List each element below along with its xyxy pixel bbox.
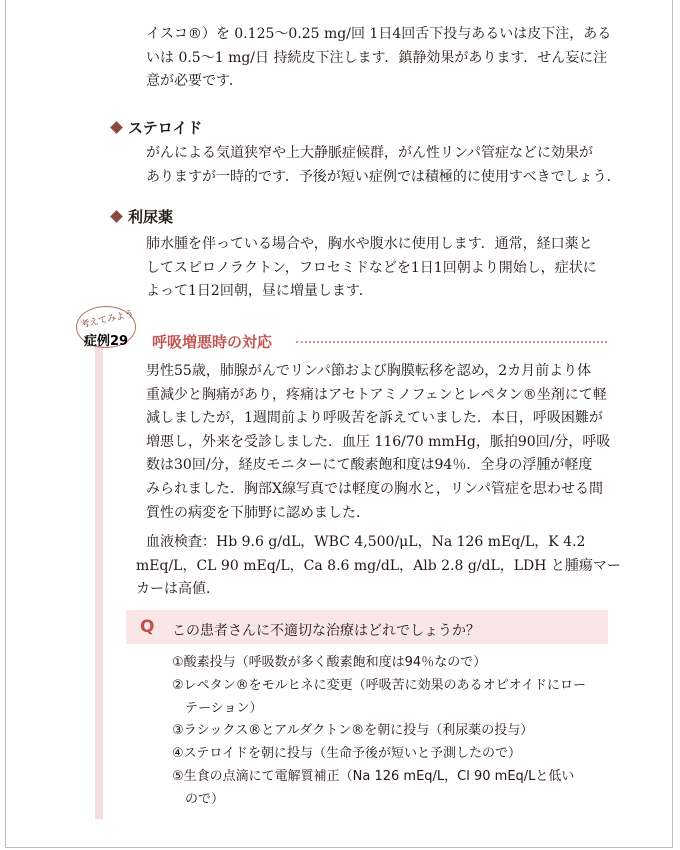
diamond-bullet-icon <box>110 121 123 134</box>
case-tag-top: 考えてみよう <box>79 309 135 331</box>
text-line: してスピロノラクトン，フロセミドなどを1日1回朝より開始し，症状に <box>146 259 597 276</box>
text-line: 男性55歳，肺腺がんでリンパ節および胸膜転移を認め，2カ月前より体 <box>146 363 592 379</box>
option-line: ③ラシックス®とアルダクトン®を朝に投与（利尿薬の投与） <box>172 723 534 739</box>
text-line: 意が必要です． <box>146 73 243 89</box>
option-line: ②レペタン®をモルヒネに変更（呼吸苦に効果のあるオピオイドにロー <box>172 677 587 693</box>
heading-text: 利尿薬 <box>128 208 174 226</box>
option-line: テーション） <box>172 700 263 716</box>
text-line: みられました．胸部X線写真では軽度の胸水と，リンパ管症を思わせる間 <box>146 480 603 497</box>
text-line: ありますが一時的です．予後が短い症例では積極的に使用すべきでしょう． <box>146 168 621 185</box>
section-heading-diuretic <box>112 206 173 227</box>
text-line: 減しましたが，1週間前より呼吸苦を訴えていました．本日，呼吸困難が <box>146 410 603 427</box>
steroid-paragraph <box>146 142 621 189</box>
case-title: 呼吸増悪時の対応 <box>152 333 273 351</box>
heading-text: ステロイド <box>128 119 203 137</box>
text-line: カーは高値． <box>136 581 220 598</box>
answer-options <box>172 652 612 812</box>
lab-results <box>136 531 621 602</box>
case-number: 症例29 <box>84 334 129 349</box>
text-line: mEq/L，CL 90 mEq/L，Ca 8.6 mg/dL，Alb 2.8 g/dL，LDH と腫瘍マー <box>136 557 621 574</box>
text-line: 肺水腫を伴っている場合や，胸水や腹水に使用します．通常，経口薬と <box>146 236 593 252</box>
text-line: イスコ®）を 0.125～0.25 mg/回 1日4回舌下投与あるいは皮下注，ある <box>146 26 612 42</box>
question-text: この患者さんに不適切な治療はどれでしょうか？ <box>172 623 480 639</box>
case-side-bar <box>95 344 103 819</box>
option-line: ④ステロイドを朝に投与（生命予後が短いと予測したので） <box>172 746 522 762</box>
text-line: 質性の病変を下肺野に認めました． <box>146 504 370 521</box>
text-line: 重減少と胸痛があり，疼痛はアセトアミノフェンとレペタン®坐剤にて軽 <box>146 386 607 403</box>
option-line: ⑤生食の点滴にて電解質補正（Na 126 mEq/L，Cl 90 mEq/Lと低い <box>172 768 575 784</box>
diuretic-paragraph <box>146 233 597 304</box>
option-line: ので） <box>172 791 225 807</box>
case-tag <box>70 306 150 352</box>
text-line: 血液検査：Hb 9.6 g/dL，WBC 4,500/μL，Na 126 mEq/L，K 4.2 <box>146 534 586 550</box>
case-paragraph <box>146 360 610 525</box>
text-line: がんによる気道狭窄や上大静脈症候群，がん性リンパ管症などに効果が <box>146 145 594 161</box>
section-heading-steroid <box>112 117 202 138</box>
question-mark-label: Q <box>140 617 155 637</box>
text-line: 増悪し，外来を受診しました．血圧 116/70 mmHg，脈拍90回/分，呼吸 <box>146 433 611 450</box>
diamond-bullet-icon <box>110 210 123 223</box>
text-line: いは 0.5～1 mg/日 持続皮下注します．鎮静効果があります．せん妄に注 <box>146 49 608 66</box>
text-line: 数は30回/分，経皮モニターにて酸素飽和度は94％．全身の浮腫が軽度 <box>146 457 593 474</box>
dotted-rule <box>296 341 607 343</box>
top-paragraph <box>146 23 611 94</box>
text-line: よって1日2回朝，昼に増量します． <box>146 283 373 299</box>
option-line: ①酸素投与（呼吸数が多く酸素飽和度は94％なので） <box>172 655 487 670</box>
